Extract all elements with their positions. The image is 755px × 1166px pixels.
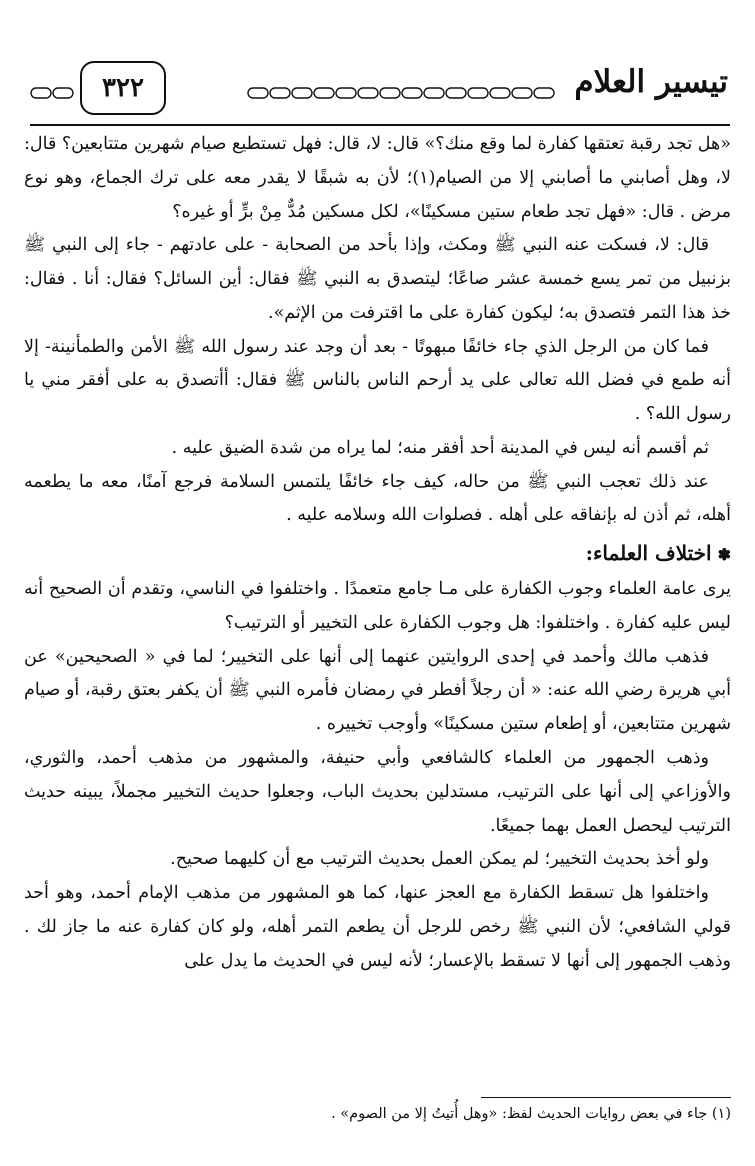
page-header: [30, 58, 730, 124]
paragraph: واختلفوا هل تسقط الكفارة مع العجز عنها، كما هو المشهور من مذهب الإمام أحمد، وهو أحد قولي الشافعي؛ لأن النبي ﷺ رخص للرجل أن يطعم التمر أهله، ولو كان كفارة عنه ما جاز لك . وذهب الجمهور إلى أنها لا تسقط بالإعسار؛ لأنه ليس في الحديث ما يدل على: [24, 883, 731, 971]
paragraph: وذهب الجمهور من العلماء كالشافعي وأبي حنيفة، والمشهور من مذهب أحمد، والثوري، والأوزاعي إلى أنها على الترتيب، مستدلين بحديث الباب، وجعلوا حديث التخيير مجملاً، يبينه حديث الترتيب ليحصل العمل بهما جميعًا.: [24, 748, 731, 836]
page-body: [24, 128, 731, 978]
section-heading-text: اختلاف العلماء:: [585, 541, 712, 566]
paragraph: قال: لا، فسكت عنه النبي ﷺ ومكث، وإذا بأحد من الصحابة - على عادتهم - جاء إلى النبي ﷺ بزنبيل من تمر يسع خمسة عشر صاعًا؛ ليتصدق به النبي ﷺ فقال: أين السائل؟ فقال: أنا . فقال: خذ هذا التمر فتصدق به؛ ليكون كفارة على ما اقترفت من الإثم».: [24, 235, 731, 323]
paragraph: فذهب مالك وأحمد في إحدى الروايتين عنهما إلى أنها على التخيير؛ لما في « الصحيحين» عن أبي هريرة رضي الله عنه: « أن رجلاً أفطر في رمضان فأمره النبي ﷺ أن يكفر بعتق رقبة، أو صيام شهرين متتابعين، أو إطعام ستين مسكينًا» وأوجب تخييره .: [24, 646, 731, 735]
paragraph: ولو أخذ بحديث التخيير؛ لم يمكن العمل بحديث الترتيب مع أن كليهما صحيح.: [170, 849, 709, 870]
decorative-chain-ornament: [247, 86, 555, 100]
paragraph: يرى عامة العلماء وجوب الكفارة على مـا جامع متعمدًا . واختلفوا في الناسي، وتقدم أن الصحيح أنه ليس عليه كفارة . واختلفوا: هل وجوب الكفارة على التخيير أو الترتيب؟: [24, 579, 731, 633]
footnote: (١) جاء في بعض روايات الحديث لفظ: «وهل أُتيتُ إلا من الصوم» .: [331, 1106, 731, 1122]
decorative-end-ornament: [30, 86, 74, 100]
page-number-badge: [80, 61, 166, 115]
section-heading: [24, 535, 731, 571]
paragraph: «هل تجد رقبة تعتقها كفارة لما وقع منك؟» قال: لا، قال: فهل تستطيع صيام شهرين متتابعين؟ قال: لا، وهل أصابني ما أصابني إلا من الصيام(١)؛ لأن به شبقًا لا يقدر معه على ترك الجماع، وهو نوع مرض . قال: «فهل تجد طعام ستين مسكينًا»، لكل مسكين مُدٌّ مِنْ برٍّ أو غيره؟: [24, 134, 731, 222]
footnote-divider: [481, 1097, 731, 1098]
paragraph: ثم أقسم أنه ليس في المدينة أحد أفقر منه؛ لما يراه من شدة الضيق عليه .: [171, 437, 709, 458]
section-marker: ✽: [717, 545, 731, 565]
page-number: ٣٢٢: [102, 73, 144, 103]
header-divider: [30, 124, 730, 126]
running-title: تيسير العلام: [574, 64, 728, 100]
paragraph: عند ذلك تعجب النبي ﷺ من حاله، كيف جاء خائفًا يلتمس السلامة فرجع آمنًا، معه ما يطعمه أهله، ثم أذن له بإنفاقه على أهله . فصلوات الله وسلامه عليه .: [24, 471, 731, 526]
paragraph: فما كان من الرجل الذي جاء خائفًا مبهوتًا - بعد أن وجد عند رسول الله ﷺ الأمن والطمأنينة- إلا أنه طمع في فضل الله تعالى على يد أرحم الناس بالناس ﷺ فقال: أأتصدق به على أفقر مني يا رسول الله؟ .: [24, 336, 731, 425]
